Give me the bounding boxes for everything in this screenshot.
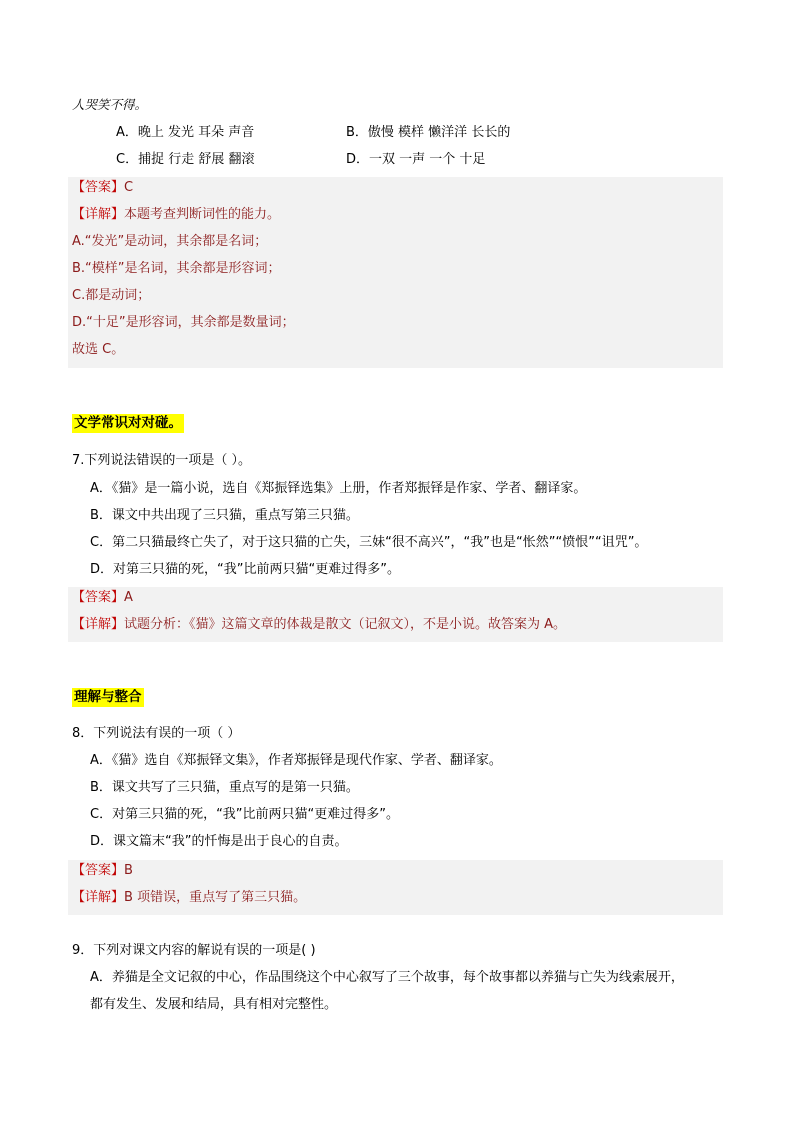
q7-option-a: A．《猫》是一篇小说，选自《郑振铎选集》上册，作者郑振铎是作家、学者、翻译家。	[90, 481, 587, 496]
q9-option-a-line2: 都有发生、发展和结局，具有相对完整性。	[90, 997, 338, 1012]
q6-option-b: B．傲慢 模样 懒洋洋 长长的	[346, 125, 511, 140]
q8-option-b: B．课文共写了三只猫，重点写的是第一只猫。	[90, 780, 359, 795]
q7-detail: 【详解】试题分析：《猫》这篇文章的体裁是散文（记叙文），不是小说。故答案为 A。	[72, 617, 567, 632]
q9-option-a-line1: A．养猫是全文记叙的中心，作品围绕这个中心叙写了三个故事，每个故事都以养猫与亡失为线索展开，	[90, 970, 684, 985]
q7-answer: 【答案】A	[72, 590, 133, 605]
q8-option-c: C．对第三只猫的死，“我”比前两只猫“更难过得多”。	[90, 807, 400, 822]
q8-question: 8．下列说法有误的一项（ ）	[72, 726, 241, 741]
q6-detail-line: D.“十足”是形容词，其余都是数量词；	[72, 315, 295, 330]
q6-detail-line: 故选 C。	[72, 342, 125, 357]
q6-answer: 【答案】C	[72, 180, 134, 195]
section-heading-literature: 文学常识对对碰。	[74, 415, 182, 431]
q6-option-c: C．捕捉 行走 舒展 翻滚	[116, 152, 255, 167]
q6-detail-line: C.都是动词；	[72, 288, 151, 303]
q8-option-a: A．《猫》选自《郑振铎文集》，作者郑振铎是现代作家、学者、翻译家。	[90, 753, 502, 768]
q6-detail: 【详解】本题考查判断词性的能力。	[72, 207, 281, 222]
q6-option-a: A．晚上 发光 耳朵 声音	[116, 125, 255, 140]
q7-question: 7.下列说法错误的一项是（ ）。	[72, 453, 252, 468]
q7-option-c: C．第二只猫最终亡失了，对于这只猫的亡失，三妹“很不高兴”，“我”也是“怅然”“愤恨”“诅咒”。	[90, 535, 648, 550]
q8-option-d: D．课文篇末“我”的忏悔是出于良心的自责。	[90, 834, 348, 849]
intro-fragment: 人哭笑不得。	[72, 97, 148, 112]
q8-answer: 【答案】B	[72, 863, 133, 878]
q6-detail-line: B.“模样”是名词，其余都是形容词；	[72, 261, 281, 276]
q8-detail: 【详解】B 项错误，重点写了第三只猫。	[72, 890, 307, 905]
q6-option-d: D．一双 一声 一个 十足	[346, 152, 486, 167]
q9-question: 9．下列对课文内容的解说有误的一项是( )	[72, 943, 316, 958]
q7-option-d: D．对第三只猫的死，“我”比前两只猫“更难过得多”。	[90, 562, 400, 577]
q7-option-b: B．课文中共出现了三只猫，重点写第三只猫。	[90, 508, 359, 523]
section-heading-understanding: 理解与整合	[74, 689, 142, 705]
q6-detail-line: A.“发光”是动词，其余都是名词；	[72, 234, 268, 249]
